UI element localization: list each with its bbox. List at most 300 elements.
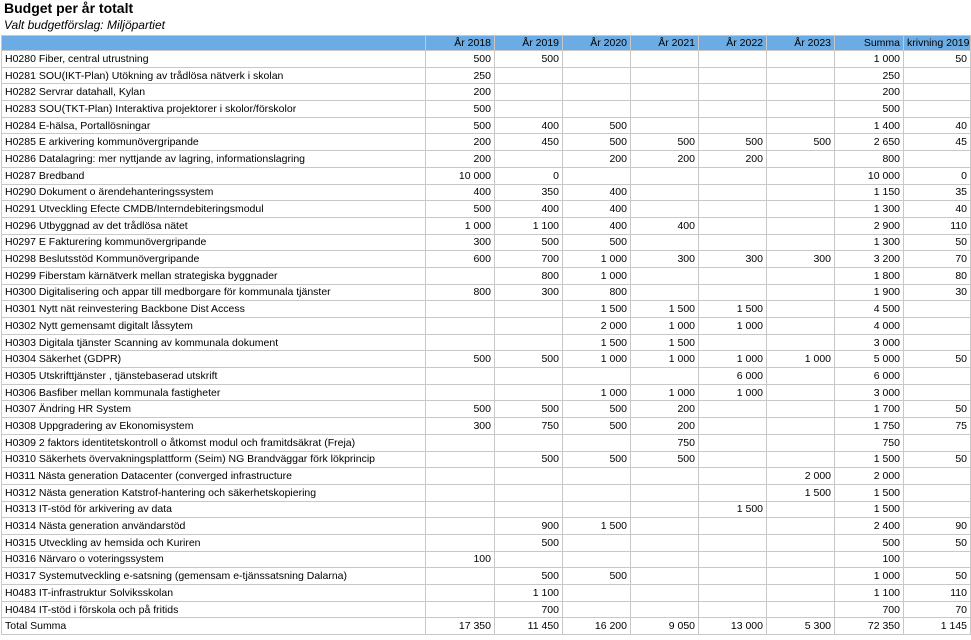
amount-cell — [426, 334, 495, 351]
amount-cell — [699, 201, 767, 218]
amount-cell: 40 — [904, 117, 971, 134]
project-name-cell: H0298 Beslutsstöd Kommunövergripande — [2, 251, 426, 268]
amount-cell: 17 350 — [426, 618, 495, 635]
project-name-cell: H0297 E Fakturering kommunövergripande — [2, 234, 426, 251]
amount-cell — [563, 534, 631, 551]
amount-cell — [631, 551, 699, 568]
column-header: krivning 2019 — [904, 36, 971, 51]
amount-cell: 300 — [426, 234, 495, 251]
amount-cell — [767, 501, 835, 518]
table-row — [2, 534, 971, 551]
project-name-cell: H0314 Nästa generation användarstöd — [2, 518, 426, 535]
amount-cell — [631, 534, 699, 551]
table-row — [2, 518, 971, 535]
amount-cell — [699, 84, 767, 101]
amount-cell — [563, 585, 631, 602]
amount-cell — [904, 84, 971, 101]
amount-cell: 1 000 — [699, 384, 767, 401]
project-name-cell: H0315 Utveckling av hemsida och Kuriren — [2, 534, 426, 551]
amount-cell: 300 — [631, 251, 699, 268]
amount-cell: 3 200 — [835, 251, 904, 268]
amount-cell — [631, 84, 699, 101]
amount-cell — [904, 484, 971, 501]
amount-cell: 13 000 — [699, 618, 767, 635]
amount-cell: 6 000 — [699, 368, 767, 385]
table-row — [2, 601, 971, 618]
amount-cell: 1 700 — [835, 401, 904, 418]
amount-cell: 1 400 — [835, 117, 904, 134]
amount-cell: 50 — [904, 401, 971, 418]
amount-cell — [699, 601, 767, 618]
table-row — [2, 401, 971, 418]
amount-cell: 500 — [631, 134, 699, 151]
table-body — [2, 51, 971, 635]
amount-cell — [904, 368, 971, 385]
amount-cell — [563, 101, 631, 118]
amount-cell: 500 — [495, 234, 563, 251]
amount-cell: 1 000 — [563, 384, 631, 401]
amount-cell: 1 100 — [495, 585, 563, 602]
amount-cell: 400 — [495, 201, 563, 218]
amount-cell — [426, 468, 495, 485]
table-row — [2, 484, 971, 501]
amount-cell: 500 — [563, 568, 631, 585]
amount-cell: 500 — [563, 234, 631, 251]
amount-cell — [699, 67, 767, 84]
amount-cell — [767, 384, 835, 401]
amount-cell — [631, 468, 699, 485]
amount-cell — [563, 468, 631, 485]
amount-cell: 1 500 — [699, 501, 767, 518]
amount-cell: 800 — [835, 151, 904, 168]
amount-cell: 500 — [426, 201, 495, 218]
amount-cell — [631, 51, 699, 68]
amount-cell: 70 — [904, 251, 971, 268]
amount-cell: 500 — [767, 134, 835, 151]
amount-cell: 300 — [767, 251, 835, 268]
project-name-cell: H0303 Digitala tjänster Scanning av kommunala dokument — [2, 334, 426, 351]
amount-cell — [699, 184, 767, 201]
amount-cell: 50 — [904, 51, 971, 68]
amount-cell: 50 — [904, 534, 971, 551]
amount-cell — [426, 434, 495, 451]
project-name-cell: H0286 Datalagring: mer nyttjande av lagring, informationslagring — [2, 151, 426, 168]
table-row — [2, 501, 971, 518]
amount-cell: 2 400 — [835, 518, 904, 535]
table-row — [2, 217, 971, 234]
amount-cell: 16 200 — [563, 618, 631, 635]
amount-cell: 1 500 — [631, 301, 699, 318]
amount-cell: 200 — [426, 84, 495, 101]
amount-cell: 500 — [495, 568, 563, 585]
amount-cell: 500 — [495, 534, 563, 551]
amount-cell — [631, 67, 699, 84]
amount-cell — [495, 84, 563, 101]
amount-cell: 1 750 — [835, 418, 904, 435]
total-row — [2, 618, 971, 635]
amount-cell — [767, 551, 835, 568]
amount-cell: 200 — [631, 418, 699, 435]
column-header: År 2022 — [699, 36, 767, 51]
amount-cell — [699, 217, 767, 234]
amount-cell: 300 — [426, 418, 495, 435]
amount-cell: 2 000 — [835, 468, 904, 485]
amount-cell: 1 000 — [835, 51, 904, 68]
amount-cell: 6 000 — [835, 368, 904, 385]
project-name-cell: H0316 Närvaro o voteringssystem — [2, 551, 426, 568]
amount-cell — [495, 101, 563, 118]
amount-cell — [904, 318, 971, 335]
amount-cell — [767, 51, 835, 68]
amount-cell: 400 — [631, 217, 699, 234]
amount-cell — [904, 551, 971, 568]
table-row — [2, 234, 971, 251]
project-name-cell: H0285 E arkivering kommunövergripande — [2, 134, 426, 151]
amount-cell: 2 000 — [563, 318, 631, 335]
project-name-cell: H0283 SOU(TKT-Plan) Interaktiva projektorer i skolor/förskolor — [2, 101, 426, 118]
amount-cell: 500 — [426, 101, 495, 118]
amount-cell — [767, 585, 835, 602]
project-name-cell: H0312 Nästa generation Katstrof-hantering och säkerhetskopiering — [2, 484, 426, 501]
amount-cell: 500 — [563, 134, 631, 151]
amount-cell — [495, 67, 563, 84]
table-row — [2, 368, 971, 385]
amount-cell: 1 300 — [835, 234, 904, 251]
amount-cell: 200 — [699, 151, 767, 168]
amount-cell — [699, 534, 767, 551]
table-row — [2, 51, 971, 68]
amount-cell: 3 000 — [835, 384, 904, 401]
amount-cell — [495, 318, 563, 335]
amount-cell — [495, 434, 563, 451]
amount-cell: 50 — [904, 234, 971, 251]
amount-cell: 5 300 — [767, 618, 835, 635]
amount-cell: 800 — [563, 284, 631, 301]
amount-cell: 1 000 — [563, 267, 631, 284]
amount-cell: 200 — [426, 134, 495, 151]
amount-cell — [767, 234, 835, 251]
amount-cell: 500 — [426, 351, 495, 368]
table-row — [2, 134, 971, 151]
amount-cell — [631, 267, 699, 284]
amount-cell — [631, 518, 699, 535]
amount-cell — [426, 501, 495, 518]
amount-cell — [767, 534, 835, 551]
project-name-cell: H0305 Utskrifttjänster , tjänstebaserad utskrift — [2, 368, 426, 385]
project-name-cell: H0296 Utbyggnad av det trådlösa nätet — [2, 217, 426, 234]
table-row — [2, 184, 971, 201]
amount-cell: 4 000 — [835, 318, 904, 335]
amount-cell — [699, 101, 767, 118]
amount-cell — [699, 585, 767, 602]
amount-cell: 1 000 — [699, 318, 767, 335]
amount-cell: 1 150 — [835, 184, 904, 201]
table-row — [2, 468, 971, 485]
project-name-cell: H0281 SOU(IKT-Plan) Utökning av trådlösa nätverk i skolan — [2, 67, 426, 84]
amount-cell: 1 000 — [563, 251, 631, 268]
column-header: Summa — [835, 36, 904, 51]
amount-cell: 400 — [563, 201, 631, 218]
amount-cell — [495, 501, 563, 518]
table-row — [2, 167, 971, 184]
table-row — [2, 151, 971, 168]
amount-cell: 500 — [835, 534, 904, 551]
project-name-cell: H0290 Dokument o ärendehanteringssystem — [2, 184, 426, 201]
amount-cell — [631, 501, 699, 518]
amount-cell — [699, 284, 767, 301]
amount-cell: 90 — [904, 518, 971, 535]
project-name-cell: H0302 Nytt gemensamt digitalt låssytem — [2, 318, 426, 335]
amount-cell — [426, 585, 495, 602]
amount-cell — [699, 568, 767, 585]
project-name-cell: H0306 Basfiber mellan kommunala fastigheter — [2, 384, 426, 401]
table-row — [2, 117, 971, 134]
amount-cell: 4 500 — [835, 301, 904, 318]
amount-cell — [767, 167, 835, 184]
amount-cell: 500 — [631, 451, 699, 468]
column-header: År 2023 — [767, 36, 835, 51]
amount-cell — [904, 334, 971, 351]
amount-cell — [699, 418, 767, 435]
amount-cell — [563, 434, 631, 451]
amount-cell — [563, 67, 631, 84]
amount-cell: 35 — [904, 184, 971, 201]
project-name-cell: H0483 IT-infrastruktur Solviksskolan — [2, 585, 426, 602]
amount-cell — [495, 384, 563, 401]
amount-cell: 0 — [495, 167, 563, 184]
amount-cell: 1 100 — [495, 217, 563, 234]
project-name-cell: H0484 IT-stöd i förskola och på fritids — [2, 601, 426, 618]
table-row — [2, 434, 971, 451]
amount-cell: 10 000 — [426, 167, 495, 184]
project-name-cell: H0304 Säkerhet (GDPR) — [2, 351, 426, 368]
amount-cell: 200 — [835, 84, 904, 101]
amount-cell — [631, 601, 699, 618]
amount-cell — [426, 368, 495, 385]
amount-cell: 1 000 — [631, 384, 699, 401]
amount-cell — [767, 518, 835, 535]
amount-cell: 500 — [426, 51, 495, 68]
amount-cell — [767, 267, 835, 284]
amount-cell — [426, 518, 495, 535]
amount-cell: 200 — [631, 151, 699, 168]
page-title: Budget per år totalt — [4, 0, 134, 16]
table-row — [2, 201, 971, 218]
amount-cell — [767, 451, 835, 468]
amount-cell: 50 — [904, 568, 971, 585]
amount-cell — [563, 484, 631, 501]
table-row — [2, 318, 971, 335]
column-header-name — [2, 36, 426, 51]
amount-cell: 300 — [699, 251, 767, 268]
amount-cell: 110 — [904, 217, 971, 234]
amount-cell — [699, 267, 767, 284]
amount-cell: 1 500 — [835, 451, 904, 468]
column-header: År 2021 — [631, 36, 699, 51]
table-row — [2, 551, 971, 568]
amount-cell — [904, 501, 971, 518]
table-header-row — [2, 36, 971, 51]
amount-cell: 50 — [904, 451, 971, 468]
project-name-cell: H0284 E-hälsa, Portallösningar — [2, 117, 426, 134]
amount-cell: 1 500 — [563, 518, 631, 535]
amount-cell: 700 — [835, 601, 904, 618]
amount-cell: 500 — [495, 451, 563, 468]
project-name-cell: H0310 Säkerhets övervakningsplattform (Seim) NG Brandväggar förk lökprincip — [2, 451, 426, 468]
amount-cell: 1 500 — [563, 334, 631, 351]
amount-cell: 11 450 — [495, 618, 563, 635]
amount-cell: 1 145 — [904, 618, 971, 635]
amount-cell — [495, 551, 563, 568]
column-header: År 2020 — [563, 36, 631, 51]
project-name-cell: H0291 Utveckling Efecte CMDB/Interndebiteringsmodul — [2, 201, 426, 218]
amount-cell — [767, 67, 835, 84]
amount-cell: 40 — [904, 201, 971, 218]
amount-cell — [563, 501, 631, 518]
amount-cell — [904, 301, 971, 318]
amount-cell: 2 650 — [835, 134, 904, 151]
amount-cell: 200 — [563, 151, 631, 168]
amount-cell: 1 800 — [835, 267, 904, 284]
amount-cell — [563, 551, 631, 568]
amount-cell — [767, 434, 835, 451]
amount-cell: 400 — [563, 217, 631, 234]
amount-cell — [904, 468, 971, 485]
amount-cell — [563, 601, 631, 618]
amount-cell — [699, 167, 767, 184]
amount-cell: 500 — [426, 117, 495, 134]
amount-cell — [699, 234, 767, 251]
amount-cell — [904, 434, 971, 451]
table-row — [2, 418, 971, 435]
amount-cell: 500 — [835, 101, 904, 118]
project-name-cell: H0282 Servrar datahall, Kylan — [2, 84, 426, 101]
amount-cell — [631, 184, 699, 201]
amount-cell: 50 — [904, 351, 971, 368]
project-name-cell: Total Summa — [2, 618, 426, 635]
amount-cell — [904, 384, 971, 401]
table-row — [2, 334, 971, 351]
table-row — [2, 67, 971, 84]
table-row — [2, 351, 971, 368]
amount-cell: 45 — [904, 134, 971, 151]
amount-cell: 250 — [835, 67, 904, 84]
amount-cell: 1 300 — [835, 201, 904, 218]
table-row — [2, 451, 971, 468]
amount-cell: 1 500 — [631, 334, 699, 351]
project-name-cell: H0308 Uppgradering av Ekonomisystem — [2, 418, 426, 435]
amount-cell: 500 — [563, 117, 631, 134]
table-row — [2, 568, 971, 585]
amount-cell: 9 050 — [631, 618, 699, 635]
project-name-cell: H0287 Bredband — [2, 167, 426, 184]
amount-cell: 1 500 — [835, 484, 904, 501]
amount-cell — [495, 151, 563, 168]
amount-cell — [631, 101, 699, 118]
table-row — [2, 251, 971, 268]
amount-cell: 500 — [495, 401, 563, 418]
amount-cell: 700 — [495, 601, 563, 618]
amount-cell — [767, 401, 835, 418]
amount-cell — [631, 201, 699, 218]
amount-cell: 400 — [495, 117, 563, 134]
amount-cell — [699, 484, 767, 501]
amount-cell: 100 — [426, 551, 495, 568]
amount-cell — [767, 601, 835, 618]
amount-cell — [563, 368, 631, 385]
amount-cell: 500 — [563, 401, 631, 418]
amount-cell: 200 — [426, 151, 495, 168]
amount-cell — [426, 534, 495, 551]
amount-cell — [426, 301, 495, 318]
amount-cell: 350 — [495, 184, 563, 201]
column-header: År 2018 — [426, 36, 495, 51]
amount-cell — [495, 301, 563, 318]
project-name-cell: H0309 2 faktors identitetskontroll o åtkomst modul och framitdsäkrat (Freja) — [2, 434, 426, 451]
amount-cell: 100 — [835, 551, 904, 568]
amount-cell — [904, 101, 971, 118]
amount-cell — [699, 551, 767, 568]
amount-cell — [767, 318, 835, 335]
amount-cell: 0 — [904, 167, 971, 184]
amount-cell — [767, 568, 835, 585]
amount-cell: 2 000 — [767, 468, 835, 485]
project-name-cell: H0311 Nästa generation Datacenter (converged infrastructure — [2, 468, 426, 485]
amount-cell: 10 000 — [835, 167, 904, 184]
amount-cell: 30 — [904, 284, 971, 301]
amount-cell — [563, 167, 631, 184]
amount-cell — [495, 334, 563, 351]
amount-cell — [767, 84, 835, 101]
amount-cell — [767, 301, 835, 318]
amount-cell: 800 — [495, 267, 563, 284]
amount-cell: 500 — [563, 418, 631, 435]
amount-cell — [631, 117, 699, 134]
amount-cell — [426, 484, 495, 501]
table-row — [2, 585, 971, 602]
amount-cell: 80 — [904, 267, 971, 284]
table-row — [2, 267, 971, 284]
amount-cell: 750 — [835, 434, 904, 451]
amount-cell: 500 — [699, 134, 767, 151]
amount-cell — [699, 434, 767, 451]
amount-cell — [699, 117, 767, 134]
amount-cell: 1 500 — [563, 301, 631, 318]
budget-table — [1, 35, 971, 635]
amount-cell: 250 — [426, 67, 495, 84]
amount-cell: 1 100 — [835, 585, 904, 602]
amount-cell — [699, 334, 767, 351]
amount-cell — [631, 484, 699, 501]
amount-cell: 600 — [426, 251, 495, 268]
amount-cell: 450 — [495, 134, 563, 151]
budget-proposal-subtitle: Valt budgetförslag: Miljöpartiet — [4, 18, 165, 32]
amount-cell — [426, 451, 495, 468]
project-name-cell: H0299 Fiberstam kärnätverk mellan strategiska byggnader — [2, 267, 426, 284]
amount-cell: 2 900 — [835, 217, 904, 234]
amount-cell — [426, 384, 495, 401]
project-name-cell: H0307 Ändring HR System — [2, 401, 426, 418]
amount-cell — [767, 217, 835, 234]
amount-cell: 200 — [631, 401, 699, 418]
amount-cell: 1 500 — [699, 301, 767, 318]
amount-cell — [495, 484, 563, 501]
amount-cell — [563, 51, 631, 68]
amount-cell — [495, 468, 563, 485]
amount-cell: 1 000 — [631, 318, 699, 335]
amount-cell — [631, 568, 699, 585]
amount-cell: 3 000 — [835, 334, 904, 351]
